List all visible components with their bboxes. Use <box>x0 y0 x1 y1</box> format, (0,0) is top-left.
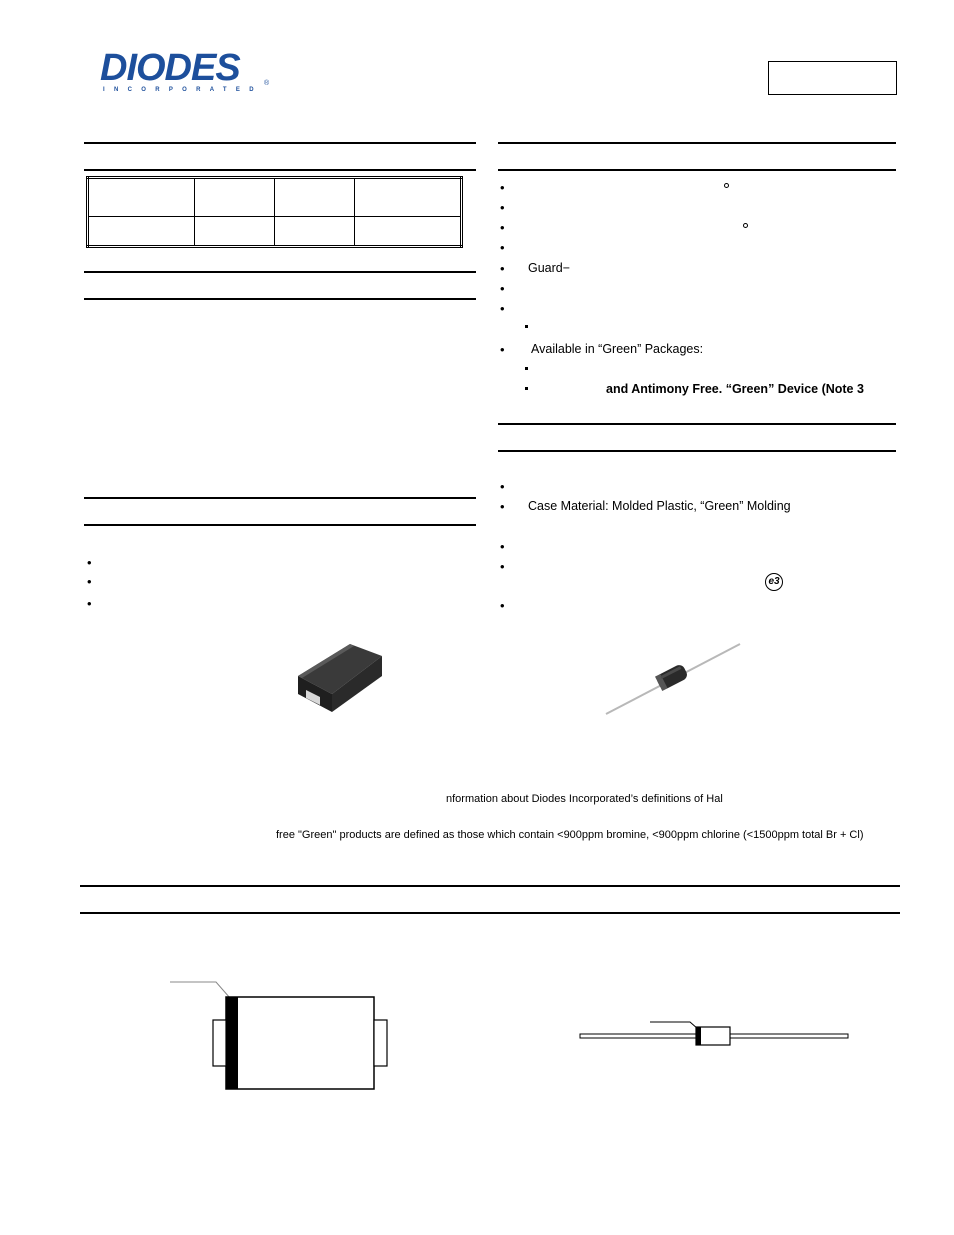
axial-outline-drawing <box>578 1015 853 1055</box>
sub-bullet <box>525 325 528 328</box>
mechanical-case-material: Case Material: Molded Plastic, “Green” Molding <box>528 499 791 513</box>
sub-bullet <box>525 387 528 390</box>
bullet: • <box>500 539 505 554</box>
bullet: • <box>500 281 505 296</box>
bullet: • <box>500 240 505 255</box>
bullet: • <box>500 301 505 316</box>
section-rule <box>84 298 476 300</box>
bullet: • <box>500 180 505 195</box>
e3-lead-free-mark: e3 <box>765 573 783 591</box>
table-cell <box>194 217 274 247</box>
table-cell <box>355 217 462 247</box>
bullet: • <box>87 574 92 589</box>
table-cell <box>355 178 462 217</box>
sub-bullet <box>525 367 528 370</box>
section-rule <box>80 885 900 887</box>
bullet: • <box>500 499 505 514</box>
bullet: • <box>500 598 505 613</box>
table-cell <box>88 178 195 217</box>
section-rule <box>498 169 896 171</box>
part-number-box <box>768 61 897 95</box>
note-halogen: nformation about Diodes Incorporated’s definitions of Hal <box>446 793 723 805</box>
section-rule <box>84 524 476 526</box>
table-cell <box>88 217 195 247</box>
feature-guard-text: Guard− <box>528 261 571 275</box>
section-rule <box>84 271 476 273</box>
smd-package-image <box>290 636 390 716</box>
section-rule <box>498 423 896 425</box>
feature-green-device: and Antimony Free. “Green” Device (Note 3 <box>606 382 864 396</box>
section-rule <box>84 497 476 499</box>
bullet: • <box>500 559 505 574</box>
bullet: • <box>87 596 92 611</box>
diodes-logo: DIODES <box>100 47 240 89</box>
logo-tagline: INCORPORATED <box>103 87 263 93</box>
logo-registered-mark: ® <box>264 80 270 87</box>
degree-symbol <box>724 183 729 188</box>
bullet: • <box>500 261 505 276</box>
note-green-definition: free "Green" products are defined as those which contain <900ppm bromine, <900ppm chlorine (<1500ppm total Br + Cl) <box>276 829 864 841</box>
bullet: • <box>500 220 505 235</box>
section-rule <box>80 912 900 914</box>
bullet: • <box>87 555 92 570</box>
section-rule <box>498 142 896 144</box>
bullet: • <box>500 342 505 357</box>
section-rule <box>498 450 896 452</box>
bullet: • <box>500 200 505 215</box>
product-summary-table <box>86 176 463 248</box>
smd-outline-drawing <box>168 975 398 1100</box>
table-cell <box>194 178 274 217</box>
section-rule <box>84 142 476 144</box>
degree-symbol <box>743 223 748 228</box>
table-cell <box>274 217 354 247</box>
bullet: • <box>500 479 505 494</box>
section-rule <box>84 169 476 171</box>
feature-green-packages: Available in “Green” Packages: <box>531 342 704 356</box>
table-cell <box>274 178 354 217</box>
axial-package-image <box>600 640 746 720</box>
